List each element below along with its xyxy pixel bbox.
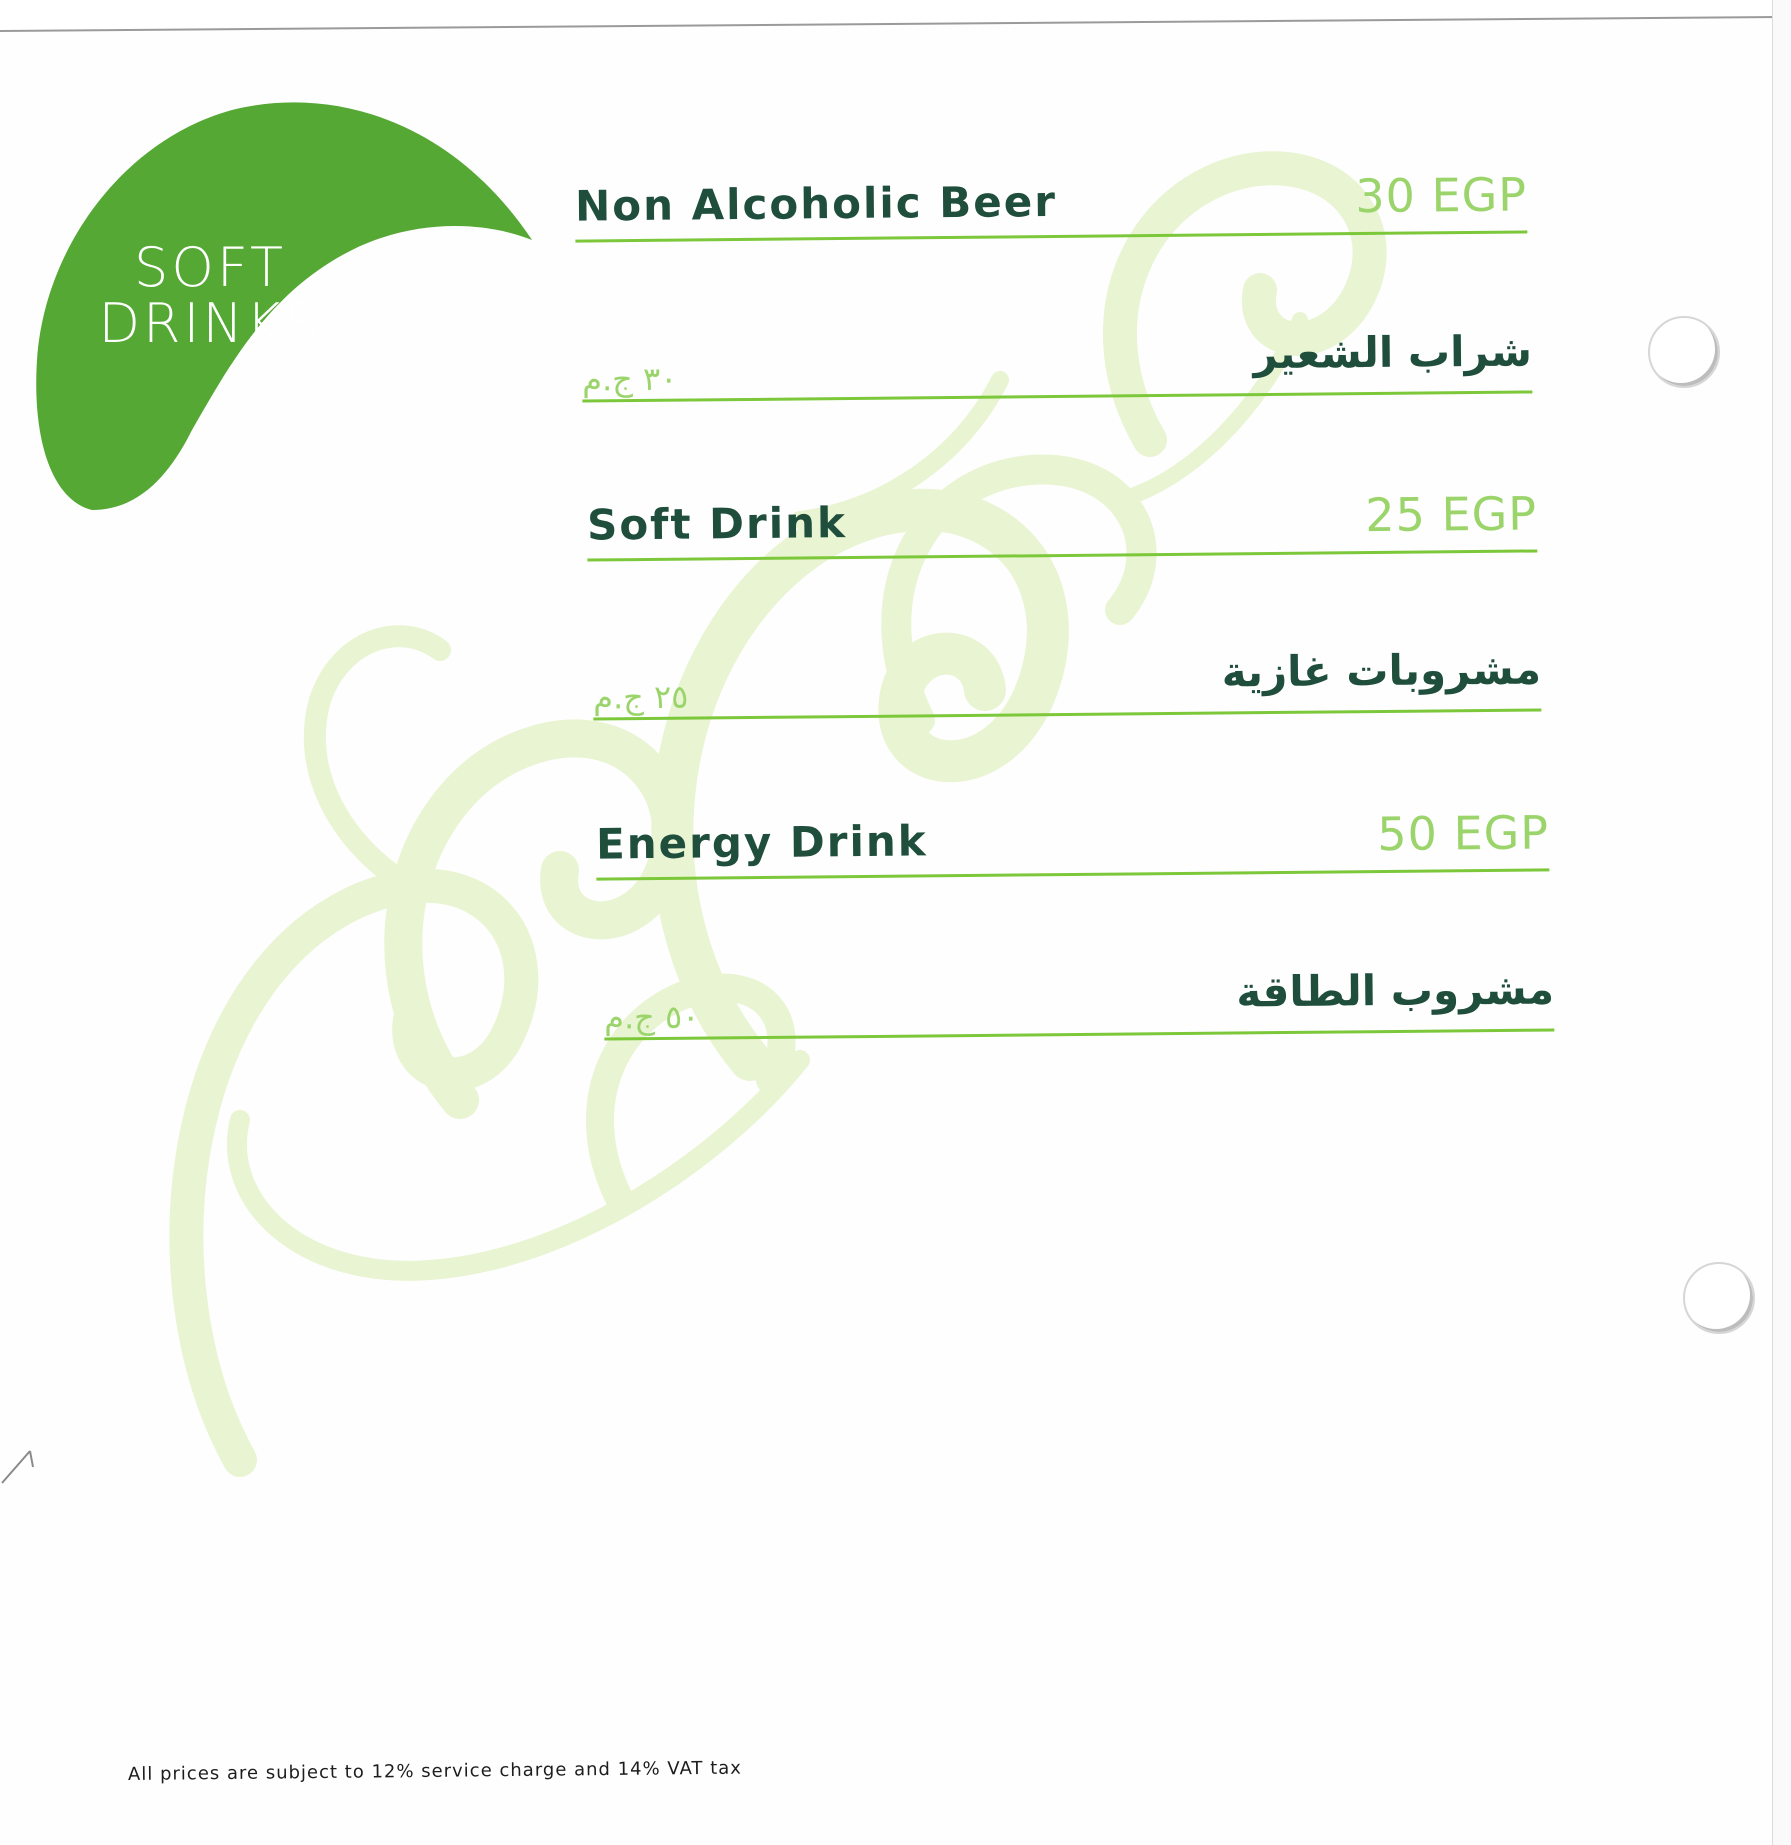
section-title: SOFT DRINKS: [98, 236, 322, 355]
footer-note: All prices are subject to 12% service charge and 14% VAT tax: [127, 1757, 743, 1785]
item-price-en: 25 EGP: [1365, 486, 1538, 543]
paper-right-edge: [1772, 0, 1791, 1845]
item-name-en: Non Alcoholic Beer: [574, 176, 1058, 231]
item-name-ar: مشروب الطاقة: [1236, 964, 1555, 1017]
punch-hole-icon: [1683, 1262, 1755, 1334]
item-price-ar: ٢٥ ج.م: [593, 677, 689, 717]
item-price-ar: ٥٠ ج.م: [604, 997, 700, 1037]
menu-item-row-en: [596, 791, 1550, 880]
scan-mark-icon: [0, 1445, 36, 1485]
menu-item-row-ar: [604, 951, 1555, 1040]
item-name-ar: شراب الشعير: [1253, 326, 1533, 379]
item-name-en: Soft Drink: [586, 498, 848, 550]
item-price-en: 50 EGP: [1377, 805, 1550, 862]
item-price-en: 30 EGP: [1355, 167, 1528, 224]
menu-item-row-en: [575, 153, 1528, 242]
item-name-en: Energy Drink: [595, 816, 928, 869]
punch-hole-icon: [1648, 316, 1720, 388]
menu-item-row-ar: [582, 313, 1533, 402]
item-price-ar: ٣٠ ج.م: [582, 359, 678, 399]
item-name-ar: مشروبات غازية: [1221, 644, 1542, 697]
menu-item-row-ar: [593, 631, 1542, 720]
paper-top-edge: [0, 0, 1791, 32]
menu-item-row-en: [587, 472, 1538, 561]
